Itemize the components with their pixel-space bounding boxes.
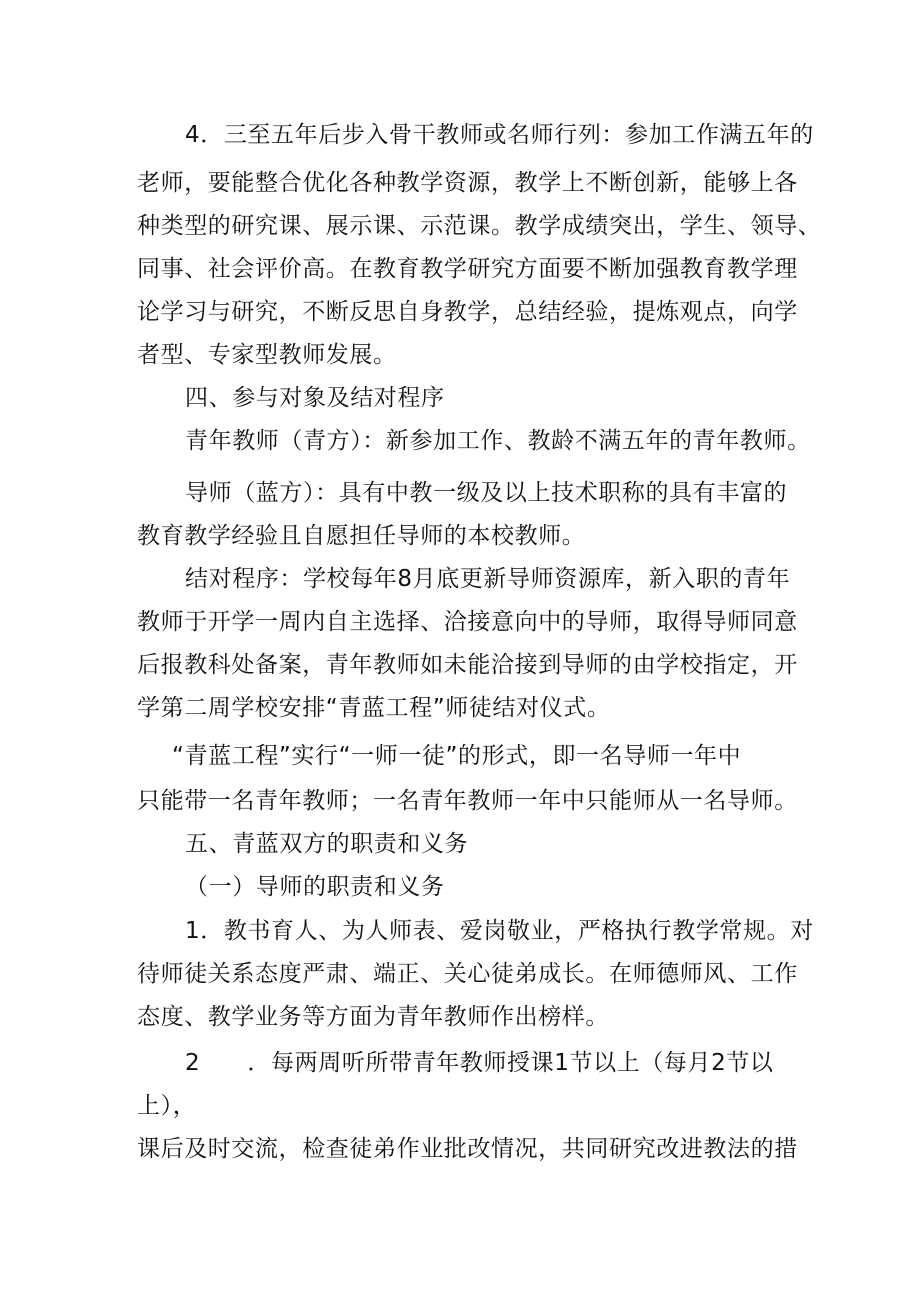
text-line: 者型、专家型教师发展。 bbox=[137, 342, 397, 368]
text-line: 老师，要能整合优化各种教学资源，教学上不断创新，能够上各 bbox=[137, 170, 798, 196]
subsection-heading: （一）导师的职责和义务 bbox=[185, 874, 445, 900]
text-line: 同事、社会评价高。在教育教学研究方面要不断加强教育教学理 bbox=[137, 256, 798, 282]
text-line: 教育教学经验且自愿担任导师的本校教师。 bbox=[137, 523, 586, 549]
text-line: 4．三至五年后步入骨干教师或名师行列：参加工作满五年的 bbox=[185, 122, 814, 148]
text-line: 上）， bbox=[137, 1093, 197, 1119]
text-line: 课后及时交流，检查徒弟作业批改情况，共同研究改进教法的措 bbox=[137, 1136, 798, 1162]
text-line: 态度、教学业务等方面为青年教师作出榜样。 bbox=[137, 1004, 609, 1030]
section-heading: 四、参与对象及结对程序 bbox=[185, 385, 445, 411]
text-line: 后报教科处备案，青年教师如未能洽接到导师的由学校指定，开 bbox=[137, 652, 798, 678]
text-line: 青年教师（青方）：新参加工作、教龄不满五年的青年教师。 bbox=[185, 428, 811, 454]
text-line: 2 ．每两周听所带青年教师授课1节以上（每月2节以 bbox=[185, 1050, 774, 1076]
text-line: 只能带一名青年教师；一名青年教师一年中只能师从一名导师。 bbox=[137, 788, 798, 814]
text-line: 1．教书育人、为人师表、爱岗敬业，严格执行教学常规。对 bbox=[185, 918, 814, 944]
text-line: 种类型的研究课、展示课、示范课。教学成绩突出，学生、领导、 bbox=[137, 213, 822, 239]
text-line: 结对程序：学校每年8月底更新导师资源库，新入职的青年 bbox=[185, 566, 791, 592]
section-heading: 五、青蓝双方的职责和义务 bbox=[185, 831, 469, 857]
text-line: 学第二周学校安排“青蓝工程”师徒结对仪式。 bbox=[137, 695, 611, 721]
text-line: 待师徒关系态度严肃、端正、关心徒弟成长。在师德师风、工作 bbox=[137, 961, 798, 987]
text-line: 论学习与研究，不断反思自身教学，总结经验，提炼观点，向学 bbox=[137, 299, 798, 325]
text-line: “青蓝工程”实行“一师一徒”的形式，即一名导师一年中 bbox=[172, 743, 742, 769]
text-line: 教师于开学一周内自主选择、洽接意向中的导师，取得导师同意 bbox=[137, 609, 798, 635]
text-line: 导师（蓝方）：具有中教一级及以上技术职称的具有丰富的 bbox=[185, 480, 788, 506]
